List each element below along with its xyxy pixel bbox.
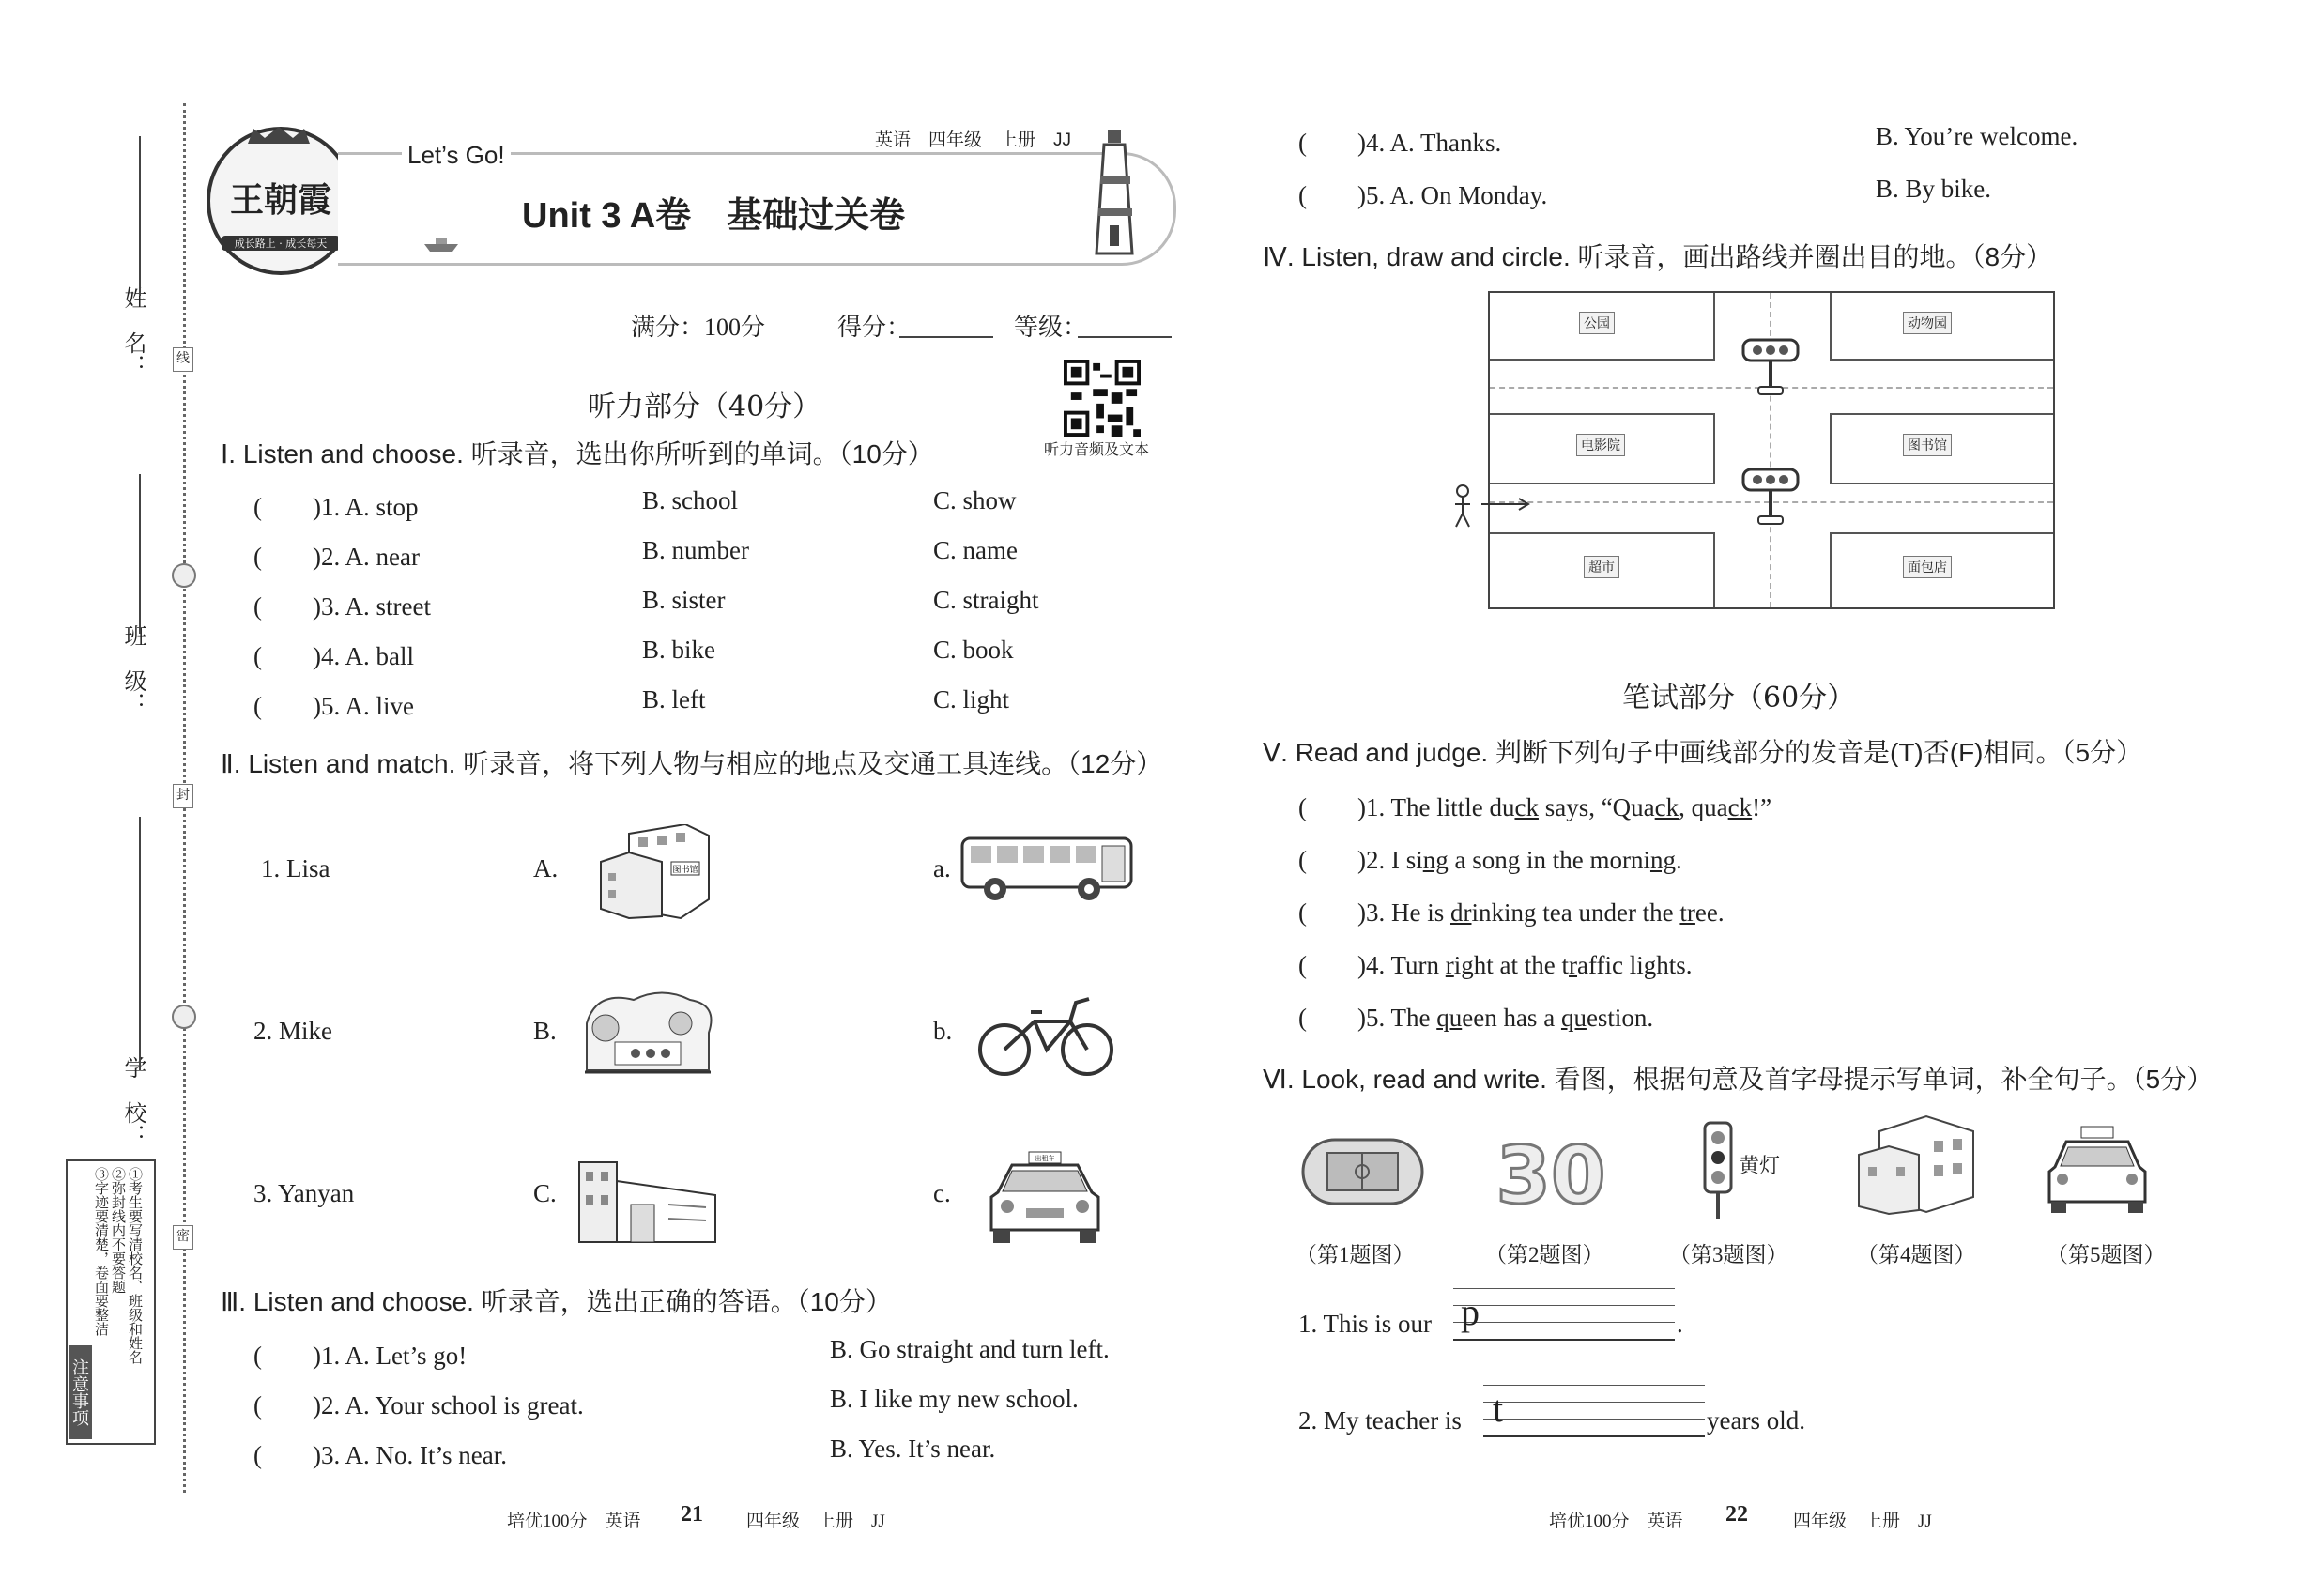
traffic-light-icon bbox=[1741, 332, 1800, 398]
note-3: ③字迹要清楚，卷面要整洁 bbox=[93, 1167, 110, 1336]
name-label: 姓 名： bbox=[120, 286, 146, 376]
grade-label: 等级： bbox=[1014, 314, 1088, 341]
building-icon bbox=[1851, 1113, 1981, 1216]
yellow-light-icon bbox=[1701, 1119, 1735, 1222]
s6-q1-hint: p bbox=[1461, 1291, 1480, 1333]
s6-q2-answer[interactable] bbox=[1483, 1385, 1705, 1437]
footer-right-book: 培优100分 英语 bbox=[1549, 1512, 1683, 1531]
footer-left-page: 21 bbox=[681, 1502, 703, 1527]
pic-caption-2: （第2题图） bbox=[1485, 1243, 1604, 1266]
pic-caption-5: （第5题图） bbox=[2047, 1243, 2166, 1266]
map-label-zoo: 动物园 bbox=[1903, 312, 1952, 334]
s3-q4-b: B. You’re welcome. bbox=[1876, 122, 2078, 150]
s3-q3-a[interactable]: ( )3. A. No. It’s near. bbox=[253, 1441, 507, 1469]
s1-q2-a[interactable]: ( )2. A. near bbox=[253, 543, 420, 571]
brand-name: 王朝霞 bbox=[229, 180, 331, 220]
s1-q5-c: C. light bbox=[933, 685, 1010, 714]
writing-title: 笔试部分（60分） bbox=[1622, 682, 1856, 714]
notes-box bbox=[66, 1159, 156, 1445]
s1-q3-a[interactable]: ( )3. A. street bbox=[253, 592, 431, 621]
number-thirty bbox=[1495, 1131, 1607, 1216]
bike-icon[interactable] bbox=[976, 986, 1117, 1080]
s6-q1-after: . bbox=[1677, 1310, 1683, 1338]
person-lisa[interactable]: 1. Lisa bbox=[261, 854, 330, 882]
brand-logo bbox=[207, 127, 355, 275]
s3-q2-a[interactable]: ( )2. A. Your school is great. bbox=[253, 1391, 584, 1420]
svg-text:30: 30 bbox=[1495, 1131, 1606, 1216]
s5-q2[interactable]: ( )2. I sing a song in the morning. bbox=[1298, 846, 1682, 874]
s3-q4-a[interactable]: ( )4. A. Thanks. bbox=[1298, 129, 1502, 157]
playground-icon bbox=[1299, 1134, 1426, 1209]
vehicle-c-label[interactable]: c. bbox=[933, 1179, 951, 1207]
crown-icon bbox=[246, 125, 312, 146]
full-score: 满分：100分 bbox=[631, 314, 766, 341]
footer-left-book: 培优100分 英语 bbox=[507, 1512, 641, 1531]
place-a-label[interactable]: A. bbox=[533, 854, 559, 882]
lets-go: Let’s Go! bbox=[402, 141, 511, 170]
taxi-icon[interactable] bbox=[984, 1150, 1106, 1246]
s6-q2-after: years old. bbox=[1707, 1406, 1805, 1435]
s1-q1-b: B. school bbox=[642, 486, 739, 514]
person-yanyan[interactable]: 3. Yanyan bbox=[253, 1179, 355, 1207]
s1-q2-c: C. name bbox=[933, 536, 1018, 564]
s1-q1-c: C. show bbox=[933, 486, 1017, 514]
s6-q1-before: 1. This is our bbox=[1298, 1310, 1433, 1338]
section4-heading: Ⅳ. Listen, draw and circle. 听录音，画出路线并圈出目的地。（8分） bbox=[1263, 242, 2053, 271]
start-person-icon bbox=[1453, 483, 1538, 530]
taxi-icon bbox=[2042, 1125, 2153, 1217]
brand-sub: 成长路上 · 成长每天 bbox=[222, 236, 340, 251]
s1-q5-a[interactable]: ( )5. A. live bbox=[253, 692, 414, 720]
note-1: ①考生要写清校名、班级和姓名 bbox=[127, 1167, 144, 1364]
map-label-park: 公园 bbox=[1579, 312, 1615, 334]
cut-mark-secret: 密 bbox=[173, 1225, 193, 1250]
yellow-light-label: 黄灯 bbox=[1739, 1155, 1781, 1178]
pic-caption-1: （第1题图） bbox=[1296, 1243, 1415, 1266]
cut-mark-seal: 封 bbox=[173, 784, 193, 808]
binding-hole-2 bbox=[172, 1005, 196, 1029]
person-mike[interactable]: 2. Mike bbox=[253, 1017, 332, 1045]
s6-q2-hint: t bbox=[1493, 1388, 1504, 1430]
s1-q4-b: B. bike bbox=[642, 636, 715, 664]
footer-right-grade: 四年级 上册 JJ bbox=[1793, 1512, 1932, 1531]
unit-title: Unit 3 A卷 基础过关卷 bbox=[522, 196, 906, 236]
s5-q5[interactable]: ( )5. The queen has a question. bbox=[1298, 1004, 1654, 1032]
section1-heading: Ⅰ. Listen and choose. 听录音，选出你所听到的单词。（10分） bbox=[221, 439, 934, 468]
s3-q5-a[interactable]: ( )5. A. On Monday. bbox=[1298, 181, 1548, 209]
s1-q5-b: B. left bbox=[642, 685, 706, 714]
s1-q4-a[interactable]: ( )4. A. ball bbox=[253, 642, 414, 670]
library-icon[interactable] bbox=[591, 824, 713, 920]
place-b-label[interactable]: B. bbox=[533, 1017, 557, 1045]
name-field[interactable] bbox=[139, 136, 141, 296]
s1-q3-c: C. straight bbox=[933, 586, 1039, 614]
pic-caption-3: （第3题图） bbox=[1669, 1243, 1788, 1266]
s5-q1[interactable]: ( )1. The little duck says, “Quack, quack!” bbox=[1298, 793, 1772, 821]
school-label: 学 校： bbox=[120, 1056, 146, 1146]
route-map[interactable] bbox=[1488, 291, 2055, 609]
vehicle-b-label[interactable]: b. bbox=[933, 1017, 953, 1045]
class-field[interactable] bbox=[139, 474, 141, 634]
bus-icon[interactable] bbox=[958, 831, 1136, 904]
book-meta: 英语 四年级 上册 JJ bbox=[875, 130, 1072, 150]
svg-text:图书馆: 图书馆 bbox=[672, 866, 698, 875]
qr-code-icon[interactable] bbox=[1064, 360, 1141, 437]
class-label: 班 级： bbox=[120, 624, 146, 714]
park-icon[interactable] bbox=[577, 986, 718, 1080]
place-c-label[interactable]: C. bbox=[533, 1179, 557, 1207]
s3-q1-b: B. Go straight and turn left. bbox=[830, 1335, 1110, 1363]
s1-q1-a[interactable]: ( )1. A. stop bbox=[253, 493, 419, 521]
notes-title: 注意事项 bbox=[69, 1345, 92, 1439]
score-label: 得分： bbox=[837, 314, 912, 341]
boat-icon bbox=[422, 235, 460, 253]
svg-text:出租车: 出租车 bbox=[1035, 1155, 1055, 1162]
pic-caption-4: （第4题图） bbox=[1857, 1243, 1976, 1266]
section6-heading: Ⅵ. Look, read and write. 看图，根据句意及首字母提示写单词，补全句子。（5分） bbox=[1263, 1065, 2214, 1094]
s1-q4-c: C. book bbox=[933, 636, 1014, 664]
note-2: ②弥封线内不要答题 bbox=[110, 1167, 127, 1294]
s6-q1-answer[interactable] bbox=[1453, 1288, 1675, 1341]
s3-q3-b: B. Yes. It’s near. bbox=[830, 1435, 996, 1463]
traffic-light-icon bbox=[1741, 462, 1800, 528]
grade-field[interactable] bbox=[1078, 336, 1172, 338]
section5-heading: Ⅴ. Read and judge. 判断下列句子中画线部分的发音是(T)否(F)相同。（5分） bbox=[1263, 738, 2143, 767]
school-icon[interactable] bbox=[575, 1153, 725, 1247]
map-label-supermarket: 超市 bbox=[1584, 556, 1619, 578]
s1-q2-b: B. number bbox=[642, 536, 749, 564]
school-field[interactable] bbox=[139, 817, 141, 1070]
s3-q5-b: B. By bike. bbox=[1876, 175, 1992, 203]
map-label-bakery: 面包店 bbox=[1903, 556, 1952, 578]
s5-q3[interactable]: ( )3. He is drinking tea under the tree. bbox=[1298, 898, 1725, 927]
map-label-cinema: 电影院 bbox=[1576, 434, 1625, 456]
section3-heading: Ⅲ. Listen and choose. 听录音，选出正确的答语。（10分） bbox=[221, 1287, 892, 1316]
score-field[interactable] bbox=[899, 336, 993, 338]
listening-title: 听力部分（40分） bbox=[588, 391, 821, 423]
footer-right-page: 22 bbox=[1725, 1502, 1748, 1527]
binding-hole-1 bbox=[172, 563, 196, 588]
s3-q1-a[interactable]: ( )1. A. Let’s go! bbox=[253, 1342, 468, 1370]
s1-q3-b: B. sister bbox=[642, 586, 726, 614]
lighthouse-icon bbox=[1080, 122, 1150, 258]
qr-caption: 听力音频及文本 bbox=[1044, 440, 1150, 458]
cut-mark-line: 线 bbox=[173, 347, 193, 372]
s3-q2-b: B. I like my new school. bbox=[830, 1385, 1079, 1413]
footer-left-grade: 四年级 上册 JJ bbox=[746, 1512, 885, 1531]
section2-heading: Ⅱ. Listen and match. 听录音，将下列人物与相应的地点及交通工具连线。（12分） bbox=[221, 749, 1163, 778]
s5-q4[interactable]: ( )4. Turn right at the traffic lights. bbox=[1298, 951, 1693, 979]
vehicle-a-label[interactable]: a. bbox=[933, 854, 951, 882]
s6-q2-before: 2. My teacher is bbox=[1298, 1406, 1462, 1435]
map-label-library: 图书馆 bbox=[1903, 434, 1952, 456]
